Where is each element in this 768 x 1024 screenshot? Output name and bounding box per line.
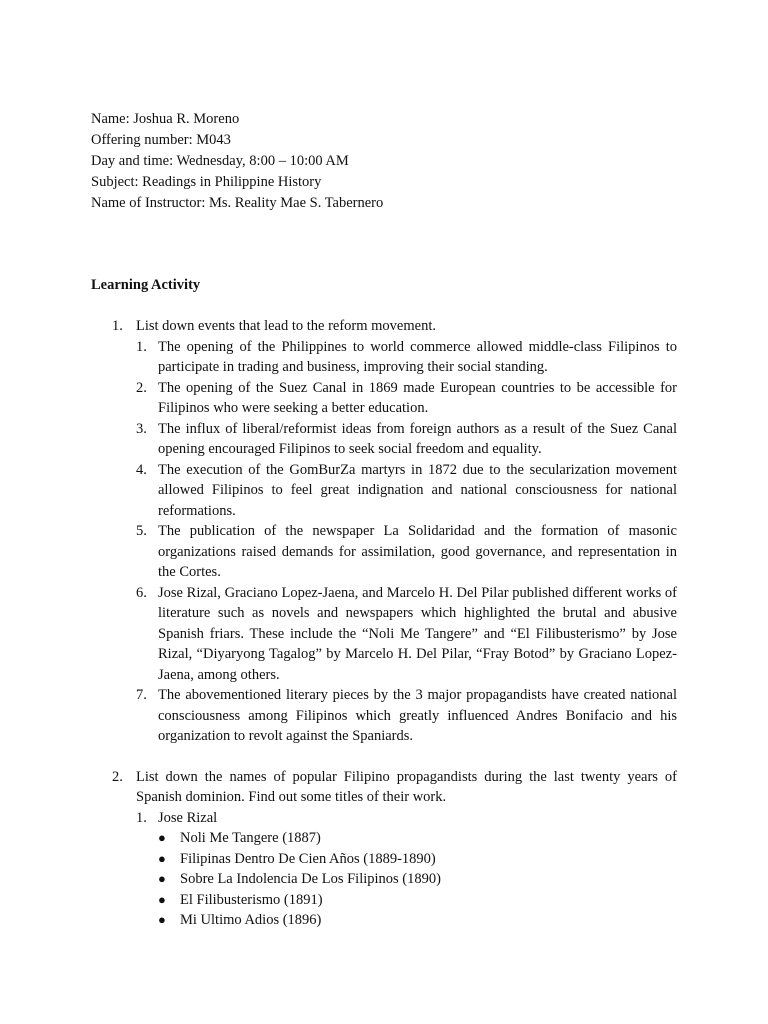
list-item	[136, 419, 677, 460]
list-item	[136, 521, 677, 583]
document-page	[91, 109, 677, 931]
work-title: Sobre La Indolencia De Los Filipinos (1890)	[180, 871, 441, 887]
list-item	[158, 910, 677, 931]
list-item-number: 6.	[136, 584, 147, 601]
student-name: Name: Joshua R. Moreno	[91, 111, 240, 127]
list-item	[158, 869, 677, 890]
list-item-number: 4.	[136, 461, 147, 478]
list-item-number: 7.	[136, 687, 147, 703]
list-item-text: The abovementioned literary pieces by the 3 major propagandists have created national consciousness among Filipinos which greatly influenced Andres Bonifacio and his organization to revolt against the Spaniards.	[158, 687, 677, 744]
answer-list	[136, 337, 677, 747]
list-item	[136, 685, 677, 747]
list-item	[136, 378, 677, 419]
propagandist-name: Jose Rizal	[158, 809, 218, 826]
bullet-icon: ●	[158, 830, 166, 845]
list-item	[136, 808, 677, 829]
list-item-text: The opening of the Philippines to world commerce allowed middle-class Filipinos to participate in trading and business, improving their social standing.	[158, 338, 677, 375]
list-item-text: The publication of the newspaper La Solidaridad and the formation of masonic organizations raised demands for assimilation, good governance, and representation in the Cortes.	[158, 523, 677, 580]
question-number: 2.	[112, 768, 123, 785]
work-title: Noli Me Tangere (1887)	[180, 830, 321, 846]
work-title: El Filibusterismo (1891)	[180, 891, 323, 908]
bullet-icon: ●	[158, 871, 166, 886]
answer-list	[136, 808, 677, 931]
list-item	[136, 583, 677, 686]
subject: Subject: Readings in Philippine History	[91, 174, 322, 190]
list-item	[136, 337, 677, 378]
list-item-number: 1.	[136, 338, 147, 355]
bullet-icon: ●	[158, 891, 166, 907]
work-title: Filipinas Dentro De Cien Años (1889-1890)	[180, 850, 436, 867]
section-title: Learning Activity	[91, 277, 201, 293]
list-item-number: 5.	[136, 523, 147, 539]
question-1	[91, 316, 677, 747]
day-and-time: Day and time: Wednesday, 8:00 – 10:00 AM	[91, 153, 349, 169]
student-info	[91, 109, 677, 214]
question-number: 1.	[112, 318, 123, 334]
list-item	[158, 849, 677, 870]
question-text: List down the names of popular Filipino propagandists during the last twenty years of Spanish dominion. Find out some titles of their work.	[136, 768, 677, 805]
question-2	[91, 767, 677, 931]
list-item-text: Jose Rizal, Graciano Lopez-Jaena, and Marcelo H. Del Pilar published different works of literature such as novels and newspapers which highlighted the brutal and abusive Spanish friars. These include the “Noli Me Tangere” and “El Filibusterismo” by Jose Rizal, “Diyaryong Tagalog” by Marcelo H. Del Pilar, “Fray Botod” by Graciano Lopez-Jaena, among others.	[158, 584, 677, 683]
list-item-number: 1.	[136, 809, 147, 826]
list-item	[136, 460, 677, 522]
list-item-text: The execution of the GomBurZa martyrs in 1872 due to the secularization movement allowed Filipinos to feel great indignation and national consciousness for national reformations.	[158, 461, 677, 519]
instructor-name: Name of Instructor: Ms. Reality Mae S. Tabernero	[91, 195, 384, 211]
list-item-text: The opening of the Suez Canal in 1869 made European countries to be accessible for Filipinos who were seeking a better education.	[158, 379, 677, 416]
question-text: List down events that lead to the reform movement.	[136, 318, 436, 334]
work-title: Mi Ultimo Adios (1896)	[180, 912, 322, 928]
offering-number: Offering number: M043	[91, 132, 231, 148]
bullet-icon: ●	[158, 912, 166, 927]
list-item-number: 2.	[136, 379, 147, 396]
list-item-number: 3.	[136, 420, 147, 437]
list-item	[158, 890, 677, 911]
list-item-text: The influx of liberal/reformist ideas from foreign authors as a result of the Suez Canal opening encouraged Filipinos to seek social freedom and equality.	[158, 420, 677, 457]
list-item	[158, 828, 677, 849]
works-list	[136, 828, 677, 931]
bullet-icon: ●	[158, 850, 166, 866]
